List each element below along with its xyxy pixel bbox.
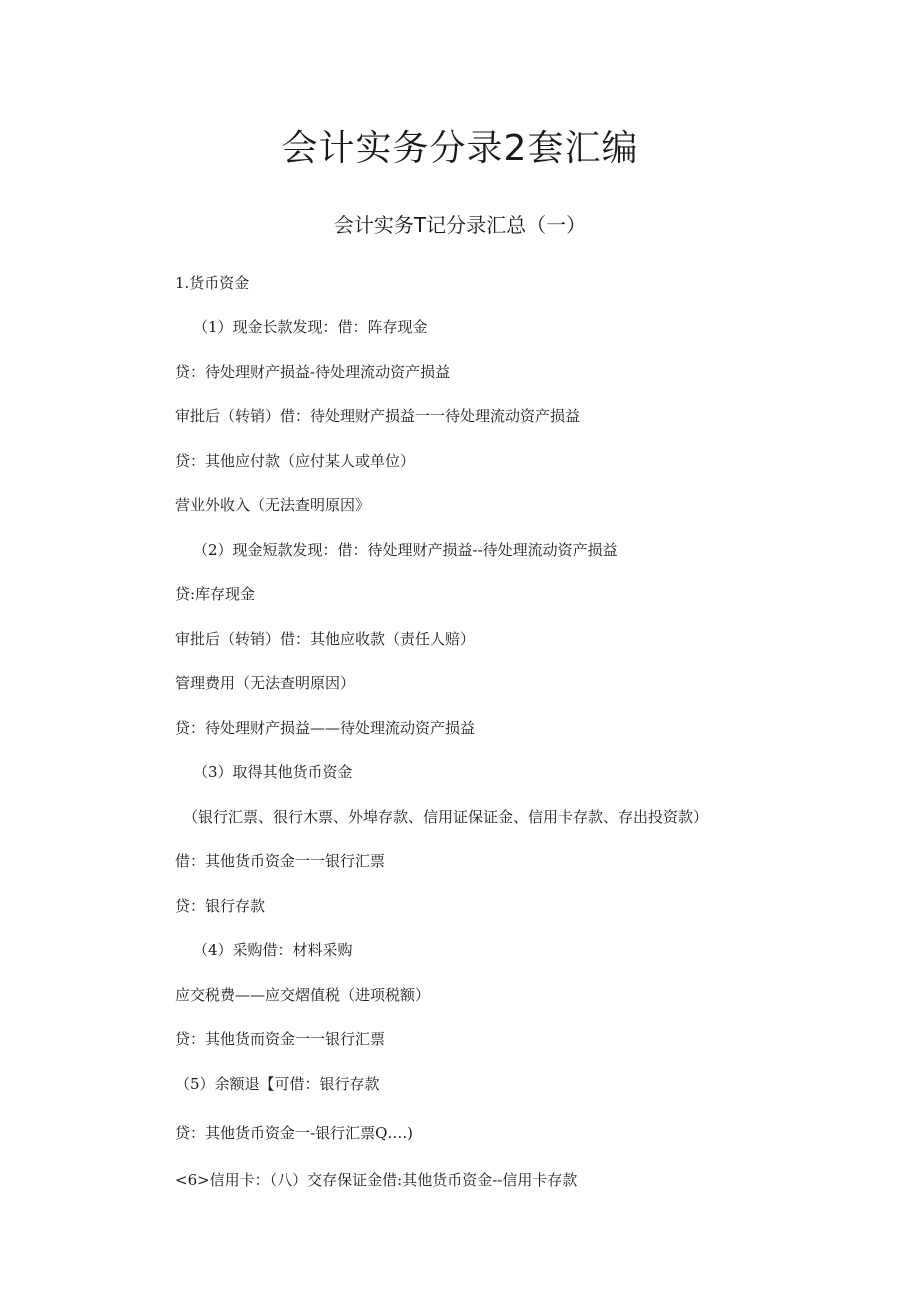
text-line: 贷：其他应付款（应付某人或单位）	[175, 452, 416, 470]
text-line: 贷:库存现金	[175, 585, 256, 603]
text-line: 应交税费——应交熠值税（进项税额）	[175, 986, 431, 1004]
document-subtitle: 会计实务T记分录汇总（一）	[333, 213, 587, 237]
text-line: 贷：银行存款	[175, 897, 266, 915]
text-line: 贷：其他货币资金一-银行汇票Q….)	[175, 1124, 413, 1142]
text-line: （5）余额退【可借：银行存款	[175, 1075, 380, 1093]
text-line: 借：其他货币资金一一银行汇票	[175, 852, 386, 870]
text-line: 营业外收入（无法查明原因》	[175, 496, 371, 514]
text-line: 审批后（转销）借：其他应收款（责任人赔）	[175, 630, 476, 648]
text-line: 管理费用（无法查明原因）	[175, 674, 356, 692]
text-line: <6>信用卡：（八）交存保证金借:其他货币资金--信用卡存款	[175, 1171, 578, 1189]
document-title: 会计实务分录2套汇编	[281, 128, 639, 169]
text-line: 贷：待处理财产损益——待处理流动资产损益	[175, 719, 476, 737]
text-line: （银行汇票、很行木票、外埠存款、信用证保证金、信用卡存款、存出投资款）	[183, 808, 709, 826]
text-line: （2）现金短款发现：借：待处理财产损益--待处理流动资产损益	[193, 541, 618, 559]
text-line: （1）现金长款发现：借：阵存现金	[193, 318, 428, 336]
text-line: 审批后（转销）借：待处理财产损益一一待处理流动资产损益	[175, 407, 581, 425]
text-line: 贷：待处理财产损益-待处理流动资产损益	[175, 363, 451, 381]
section-heading: 1.货币资金	[175, 274, 250, 292]
text-line: （3）取得其他货币资金	[193, 763, 353, 781]
text-line: （4）采购借：材料采购	[193, 941, 353, 959]
text-line: 贷：其他货而资金一一银行汇票	[175, 1030, 386, 1048]
